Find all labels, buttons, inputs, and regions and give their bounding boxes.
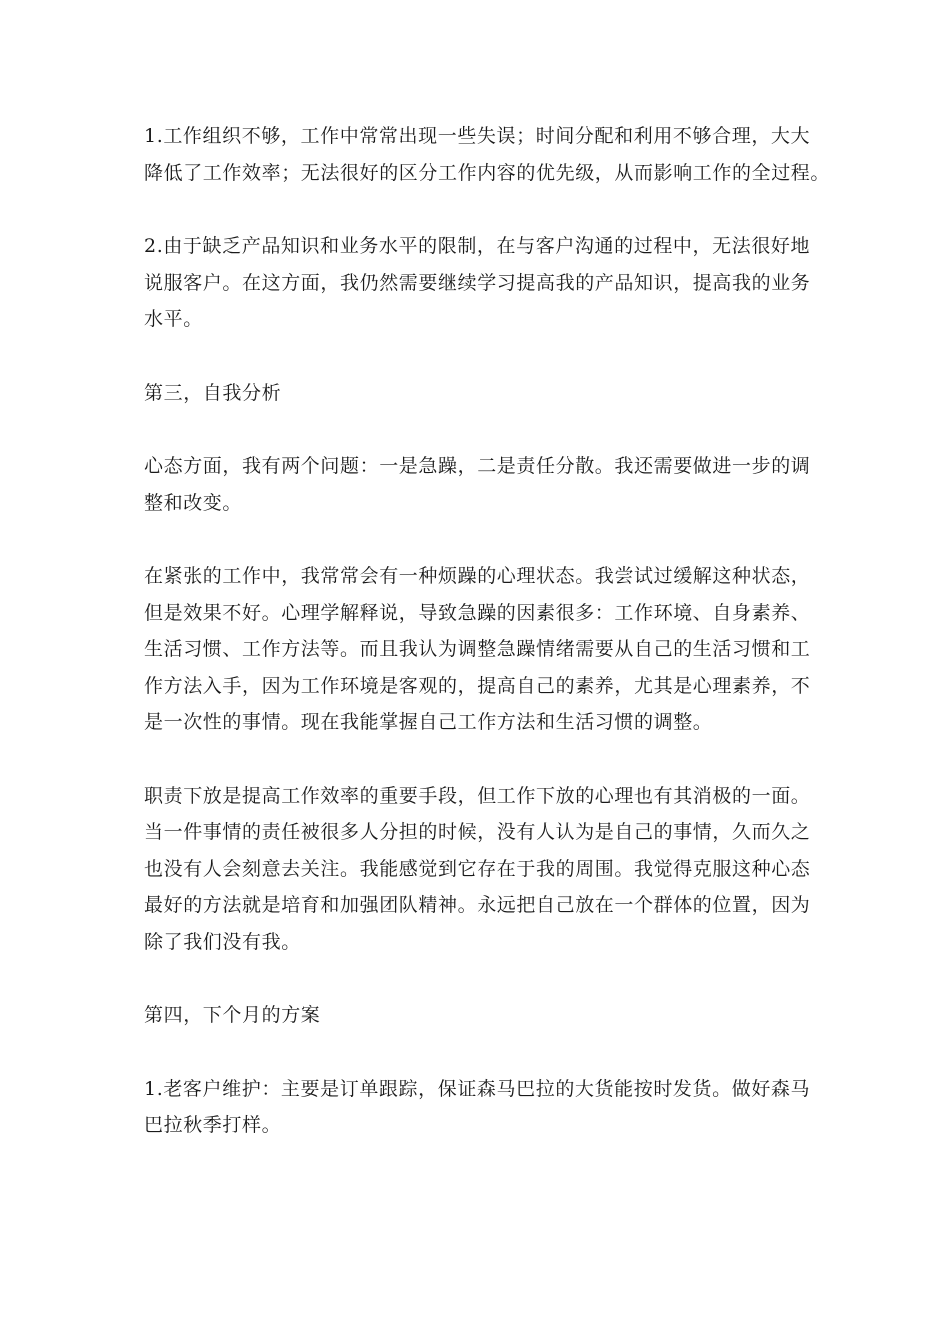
document-body [144,118,831,1181]
text-line: 是一次性的事情。现在我能掌握自己工作方法和生活习惯的调整。 [144,711,713,733]
paragraph-issue-2 [144,228,814,338]
paragraph-impatience [144,558,814,741]
paragraph-plan-1 [144,1071,814,1144]
text-line: 在紧张的工作中，我常常会有一种烦躁的心理状态。我尝试过缓解这种状态， [144,565,811,587]
text-line: 当一件事情的责任被很多人分担的时候，没有人认为是自己的事情，久而久之 [144,821,811,843]
paragraph-issue-1 [144,118,831,191]
text-line: 职责下放是提高工作效率的重要手段，但工作下放的心理也有其消极的一面。 [144,784,811,807]
text-line: 降低了工作效率；无法很好的区分工作内容的优先级，从而影响工作的全过程。 [144,161,831,184]
section-heading-next-month-plan [144,997,814,1034]
text-line: 心态方面，我有两个问题：一是急躁，二是责任分散。我还需要做进一步的调 [144,455,811,477]
text-line: 1.老客户维护：主要是订单跟踪，保证森马巴拉的大货能按时发货。做好森马 [144,1077,811,1100]
text-line: 除了我们没有我。 [144,930,301,953]
text-line: 巴拉秋季打样。 [144,1114,282,1136]
text-line: 第四，下个月的方案 [144,1004,321,1026]
text-line: 作方法入手，因为工作环境是客观的，提高自己的素养，尤其是心理素养，不 [144,674,811,697]
text-line: 说服客户。在这方面，我仍然需要继续学习提高我的产品知识，提高我的业务 [144,271,811,294]
text-line: 第三，自我分析 [144,381,282,404]
text-line: 最好的方法就是培育和加强团队精神。永远把自己放在一个群体的位置，因为 [144,894,811,916]
text-line: 也没有人会刻意去关注。我能感觉到它存在于我的周围。我觉得克服这种心态 [144,857,811,880]
text-line: 整和改变。 [144,491,243,514]
section-heading-self-analysis [144,375,814,412]
text-line: 1.工作组织不够，工作中常常出现一些失误；时间分配和利用不够合理，大大 [144,125,811,147]
text-line: 2.由于缺乏产品知识和业务水平的限制，在与客户沟通的过程中，无法很好地 [144,235,811,257]
text-line: 但是效果不好。心理学解释说，导致急躁的因素很多：工作环境、自身素养、 [144,601,811,624]
paragraph-delegation [144,778,814,961]
text-line: 水平。 [144,308,203,330]
paragraph-mindset [144,448,814,521]
text-line: 生活习惯、工作方法等。而且我认为调整急躁情绪需要从自己的生活习惯和工 [144,638,811,660]
